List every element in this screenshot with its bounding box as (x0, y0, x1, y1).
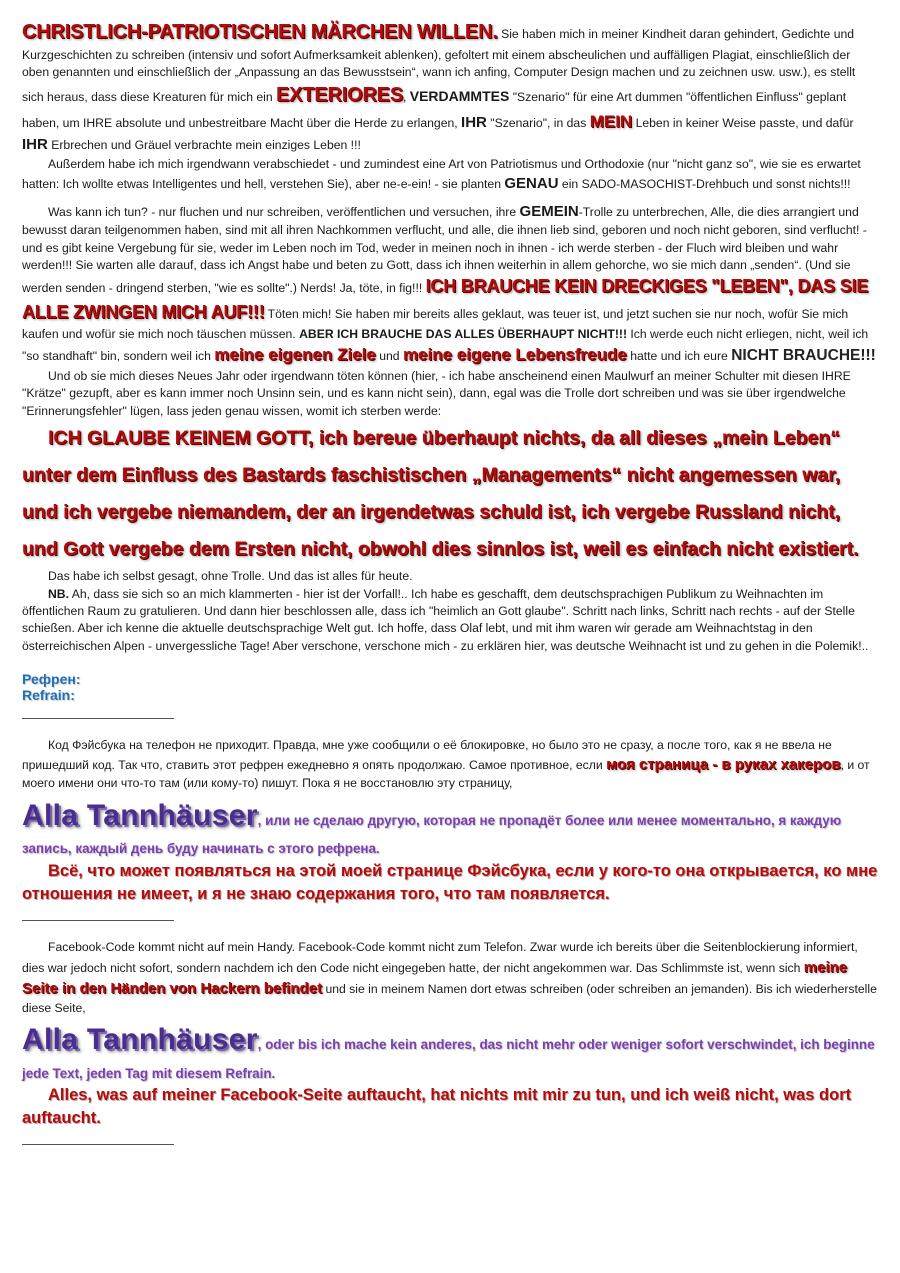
text: Und ob sie mich dieses Neues Jahr oder irgendwann töten können (hier, - ich habe anscheinend einen Maulwurf an meiner Schulter mit diesen IHRE "Krätze" gezupft, aber es kann immer noch Unsinn sein, und es kann nicht sein), dann, egal was die Trolle dort schreiben und was sie über irgendwelche "Erinnerungsfehler" lügen, lass jeden genau wissen, womit ich sterben werde: (22, 368, 851, 418)
paragraph-nb (22, 586, 880, 656)
text: Ah, dass sie sich so an mich klammerten - hier ist der Vorfall!.. Ich habe es geschafft, dem deutschsprachigen Publikum zu Weihnachten im öffentlichen Raum zu gratulieren. Und dann hier beschlossen alle, dass ich "heimlich an Gott glaube". Schritt nach links, Schritt nach rechts - auf der Stelle schießen. Aber ich kenne die aktuelle deutschsprachige Welt gut. Ich hoffe, dass Olaf lebt, und mit ihm waren wir gerade am Weihnachtstag in den österreichischen Alpen - unvergessliche Tage! Aber verschone, verschone mich - zu erklären hier, was deutsche Weihnacht ist und zu gehen in die Polemik!.. (22, 586, 869, 653)
highlight-ru-hackers: моя страница - в руках хакеров (606, 755, 841, 773)
text: "Szenario" für eine Art dummen "öffentlichen Einfluss" geplant haben, um IHRE absolute und unbestreitbare Macht über die Herde zu erlangen, (22, 90, 847, 131)
text: Ich werde euch nicht erliegen, nicht, weil ich "so standhaft" bin, sondern weil ich (22, 326, 869, 364)
bold-verdammtes: VERDAMMTES (409, 88, 510, 105)
signature-alla-de: Alla Tannhäuser (22, 1023, 258, 1057)
paragraph-heute: Das habe ich selbst gesagt, ohne Trolle. Und das ist alles für heute. (48, 569, 413, 584)
text: hatte und ich eure (626, 349, 732, 364)
text: und sie in meinem Namen dort etwas schreiben (oder schreiben an jemanden). Bis ich wiederherstelle diese Seite, (22, 982, 877, 1015)
highlight-exteriores: EXTERIORES (276, 84, 403, 107)
statement-kein-gott: ICH GLAUBE KEINEM GOTT, ich bereue überhaupt nichts, da all dieses „mein Leben“ unter dem Einfluss des Bastards faschistischen „Managements“ nicht angemessen war, und ich vergebe niemandem, der an irgendetwas schuld ist, ich vergebe Russland nicht, und Gott vergebe dem Ersten nicht, obwohl dies sinnlos ist, weil es einfach nicht existiert. (22, 426, 859, 561)
bold-aber: ABER ICH BRAUCHE DAS ALLES ÜBERHAUPT NICHT!!! (299, 326, 628, 341)
text: Leben in keiner Weise passte, und dafür (632, 116, 854, 131)
paragraph-patriotismus (22, 156, 880, 195)
text: Facebook-Code kommt nicht auf mein Handy. Facebook-Code kommt nicht zum Telefon. Zwar wurde ich bereits über die Seitenblockierung informiert, dies war jedoch nicht sofort, sondern nachdem ich den Code nicht eingegeben hatte, der nicht angekommen war. Das Schlimmste ist, wenn sich (22, 940, 858, 975)
paragraph-intro (22, 18, 880, 156)
text: -Trolle zu unterbrechen, Alle, die dies arrangiert und bewusst daran teilgenommen haben, sind mit all ihren Nachkommen verflucht, und alle, die ihnen lieb sind, geboren und noch nicht geboren, sind verflucht! - und es gibt keine Vergebung für sie, weder im Leben noch im Tod, weder in meinen noch in ihnen - ich werde sterben - der Fluch wird bleiben und wahr werden!!! Sie warten alle darauf, dass ich Angst habe und beten zu Gott, dass ich ihnen weiterhin in allem gehorche, wo sie mich dann „senden“. (Und sie werden senden - dringend sterben, "wie es sollte".) Nerds! Ja, töte, in fig!!! (22, 204, 867, 296)
refrain-de-label: Refrain: (22, 687, 75, 704)
bold-ihr: IHR (22, 136, 48, 154)
text: Sie haben mich in meiner Kindheit daran gehindert, Gedichte und Kurzgeschichten zu schreiben (intensiv und sofort Aufmerksamkeit ablenken), gefoltert mit einem abscheulichen und auffälligen Plagiat, einschließlich der oben genannten und einschließlich der „Anpassung an das Bewusstsein“, wann ich anfing, Computer Design machen und zu zeichnen usw. usw.), es stellt sich heraus, dass diese Kreaturen für mich ein (22, 27, 856, 105)
text: und (375, 349, 403, 364)
text: , и от моего имени они что-то там (или кому-то) пишут. Пока я не восстановлю эту страницу, (22, 757, 870, 791)
text: Erbrechen und Gräuel verbrachte mein einziges Leben !!! (47, 138, 361, 153)
divider (22, 920, 174, 921)
heading-maerchen: CHRISTLICH-PATRIOTISCHEN MÄRCHEN WILLEN. (22, 21, 498, 43)
paragraph-de (22, 939, 880, 1017)
refrain-ru-label: Рефрен: (22, 671, 81, 688)
text: Код Фэйсбука на телефон не приходит. Правда, мне уже сообщили о её блокировке, но было это не сразу, а после того, как я не ввела не пришедший код. Так что, ставить этот рефрен ежедневно я опять продолжаю. Самое противное, если (22, 737, 832, 772)
highlight-mein: MEIN (589, 112, 633, 132)
text: , (402, 90, 410, 105)
signature-alla-ru: Alla Tannhäuser (22, 798, 258, 832)
purple-text-de: , oder bis ich mache kein anderes, das nicht mehr oder weniger sofort verschwindet, ich beginne jede Text, jeden Tag mit diesem Refrain. (22, 1037, 875, 1081)
divider (22, 718, 174, 719)
bold-ihr: IHR (461, 114, 487, 132)
highlight-de-hackers: meine Seite in den Händen von Hackern befindet (22, 958, 848, 998)
highlight-ziele: meine eigenen Ziele (214, 345, 376, 365)
statement-ru: Всё, что может появляться на этой моей странице Фэйсбука, если у кого-то она открывается, ко мне отношения не имеет, и я не знаю содержания того, что там появляется. (22, 862, 878, 904)
paragraph-fluch (22, 201, 880, 368)
paragraph-neues-jahr (22, 368, 880, 420)
divider (22, 1144, 174, 1145)
text: Außerdem habe ich mich irgendwann verabschiedet - und zumindest eine Art von Patriotismus und Orthodoxie (nur "nicht ganz so", wie sie es erwartet hatten: Ich wollte etwas Intelligentes und hell, verstehen Sie), aber ne-e-ein! - sie planten (22, 156, 861, 192)
highlight-lebensfreude: meine eigene Lebensfreude (402, 345, 627, 365)
highlight-ich-brauche: ICH BRAUCHE KEIN DRECKIGES "LEBEN", DAS SIE ALLE ZWINGEN MICH AUF!!! (22, 276, 869, 323)
bold-nicht-brauche: NICHT BRAUCHE!!! (731, 347, 876, 365)
purple-text-ru: , или не сделаю другую, которая не пропадёт более или менее моментально, я каждую запись, каждый день буду начинать с этого рефрена. (22, 812, 842, 857)
text: Töten mich! Sie haben mir bereits alles geklaut, was teuer ist, und jetzt suchen sie nur noch, wofür Sie mich kaufen und wofür sie mich noch täuschen müssen. (22, 307, 849, 341)
text: ein SADO-MASOCHIST-Drehbuch und sonst nichts!!! (558, 177, 851, 192)
paragraph-de-alla (22, 1017, 880, 1084)
bold-nb: NB. (48, 586, 69, 601)
statement-de: Alles, was auf meiner Facebook-Seite auftaucht, hat nichts mit mir zu tun, und ich weiß nicht, was dort auftaucht. (22, 1086, 852, 1128)
paragraph-ru (22, 737, 880, 793)
paragraph-ru-alla (22, 793, 880, 860)
document-page (22, 18, 880, 1163)
bold-gemein: GEMEIN (519, 202, 579, 220)
text: Was kann ich tun? - nur fluchen und nur schreiben, veröffentlichen und versuchen, ihre (48, 204, 520, 219)
bold-genau: GENAU (504, 175, 559, 193)
text: "Szenario", in das (486, 116, 590, 131)
